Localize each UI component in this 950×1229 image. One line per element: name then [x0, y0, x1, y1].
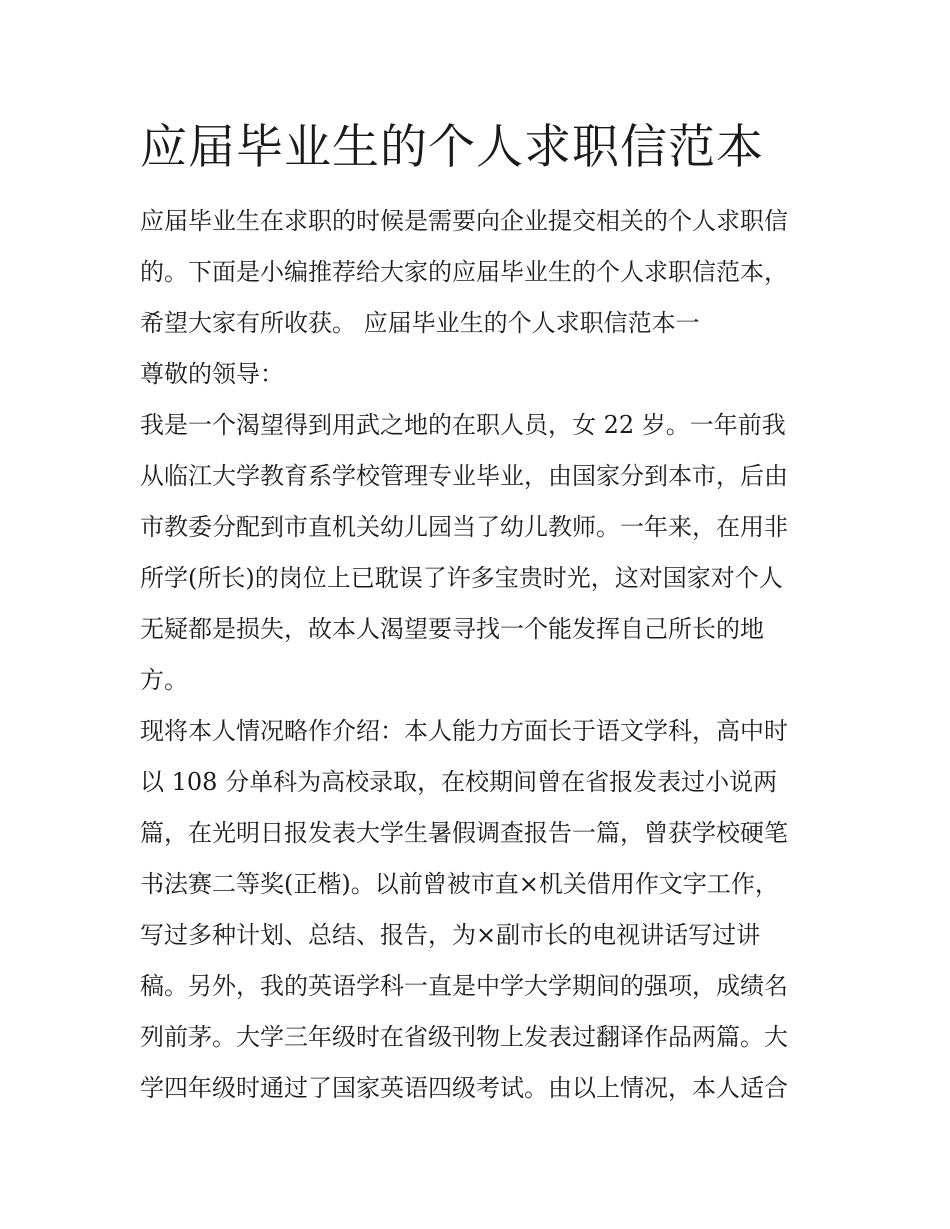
body-line: 篇，在光明日报发表大学生暑假调查报告一篇，曾获学校硬笔 — [140, 819, 788, 847]
body-line: 应届毕业生在求职的时候是需要向企业提交相关的个人求职信 — [140, 207, 788, 235]
salutation-line: 尊敬的领导： — [140, 360, 284, 388]
body-line: 的。下面是小编推荐给大家的应届毕业生的个人求职信范本， — [140, 258, 788, 286]
body-line: 所学(所长)的岗位上已耽误了许多宝贵时光，这对国家对个人 — [140, 564, 783, 592]
body-line: 无疑都是损失，故本人渴望要寻找一个能发挥自己所长的地 — [140, 615, 764, 643]
body-line: 学四年级时通过了国家英语四级考试。由以上情况，本人适合 — [140, 1074, 788, 1102]
body-line: 市教委分配到市直机关幼儿园当了幼儿教师。一年来，在用非 — [140, 513, 788, 541]
body-line: 从临江大学教育系学校管理专业毕业，由国家分到本市，后由 — [140, 462, 788, 490]
body-line: 稿。另外，我的英语学科一直是中学大学期间的强项，成绩名 — [140, 972, 788, 1000]
body-line: 现将本人情况略作介绍：本人能力方面长于语文学科，高中时 — [140, 717, 788, 745]
body-line: 列前茅。大学三年级时在省级刊物上发表过翻译作品两篇。大 — [140, 1023, 788, 1051]
body-line: 方。 — [140, 666, 188, 694]
body-line: 我是一个渴望得到用武之地的在职人员，女 22 岁。一年前我 — [140, 411, 786, 439]
document-body — [140, 196, 820, 1114]
body-line: 书法赛二等奖(正楷)。以前曾被市直×机关借用作文字工作， — [140, 870, 779, 898]
document-title: 应届毕业生的个人求职信范本 — [140, 120, 764, 175]
body-line: 希望大家有所收获。 应届毕业生的个人求职信范本一 — [140, 309, 700, 337]
body-line: 写过多种计划、总结、报告，为×副市长的电视讲话写过讲 — [140, 921, 761, 949]
body-line: 以 108 分单科为高校录取，在校期间曾在省报发表过小说两 — [140, 768, 778, 796]
